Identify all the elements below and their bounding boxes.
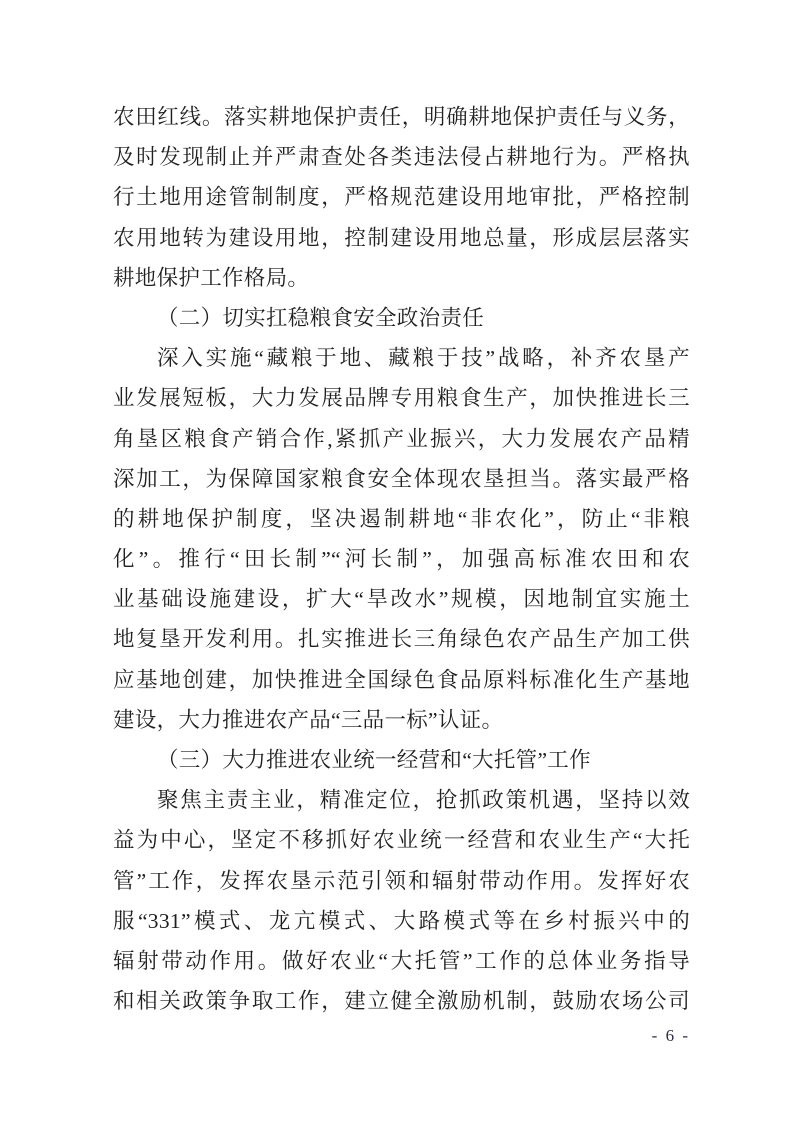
body-text-line: 化”。推行“田长制”“河长制”，加强高标准农田和农 xyxy=(113,547,690,572)
section-heading: （二）切实扛稳粮食安全政治责任 xyxy=(157,305,485,330)
body-text-line: 业基础设施建设，扩大“旱改水”规模，因地制宜实施土 xyxy=(113,587,690,612)
body-text-line: 深入实施“藏粮于地、藏粮于技”战略，补齐农垦产 xyxy=(157,346,690,371)
body-text-line: 角垦区粮食产销合作,紧抓产业振兴，大力发展农产品精 xyxy=(113,426,690,451)
body-text-line: 和相关政策争取工作，建立健全激励机制，鼓励农场公司 xyxy=(113,989,690,1014)
body-text-line: 建设，大力推进农产品“三品一标”认证。 xyxy=(113,707,504,732)
body-text-line: 应基地创建，加快推进全国绿色食品原料标准化生产基地 xyxy=(113,667,690,692)
section-heading: （三）大力推进农业统一经营和“大托管”工作 xyxy=(157,748,591,772)
body-text-line: 农田红线。落实耕地保护责任，明确耕地保护责任与义务， xyxy=(113,105,690,129)
body-text-line: 及时发现制止并严肃查处各类违法侵占耕地行为。严格执 xyxy=(113,145,690,170)
body-text-line: 耕地保护工作格局。 xyxy=(113,265,310,290)
page-number: - 6 - xyxy=(651,1026,690,1045)
body-text-line: 的耕地保护制度，坚决遏制耕地“非农化”，防止“非粮 xyxy=(113,506,690,531)
body-text-line: 辐射带动作用。做好农业“大托管”工作的总体业务指导 xyxy=(113,948,690,973)
body-text-line: 行土地用途管制制度，严格规范建设用地审批，严格控制 xyxy=(113,185,690,210)
body-text-line: 深加工，为保障国家粮食安全体现农垦担当。落实最严格 xyxy=(113,466,690,491)
body-text-line: 服“331”模式、龙亢模式、大路模式等在乡村振兴中的 xyxy=(113,908,690,933)
body-text-line: 聚焦主责主业，精准定位，抢抓政策机遇，坚持以效 xyxy=(157,788,690,813)
text-block xyxy=(113,97,690,1021)
body-text-line: 地复垦开发利用。扎实推进长三角绿色农产品生产加工供 xyxy=(113,627,690,652)
body-text-line: 业发展短板，大力发展品牌专用粮食生产，加快推进长三 xyxy=(113,386,690,411)
body-text-line: 农用地转为建设用地，控制建设用地总量，形成层层落实 xyxy=(113,225,690,250)
body-text-line: 管”工作，发挥农垦示范引领和辐射带动作用。发挥好农 xyxy=(113,868,690,893)
body-text-line: 益为中心，坚定不移抓好农业统一经营和农业生产“大托 xyxy=(113,828,690,853)
